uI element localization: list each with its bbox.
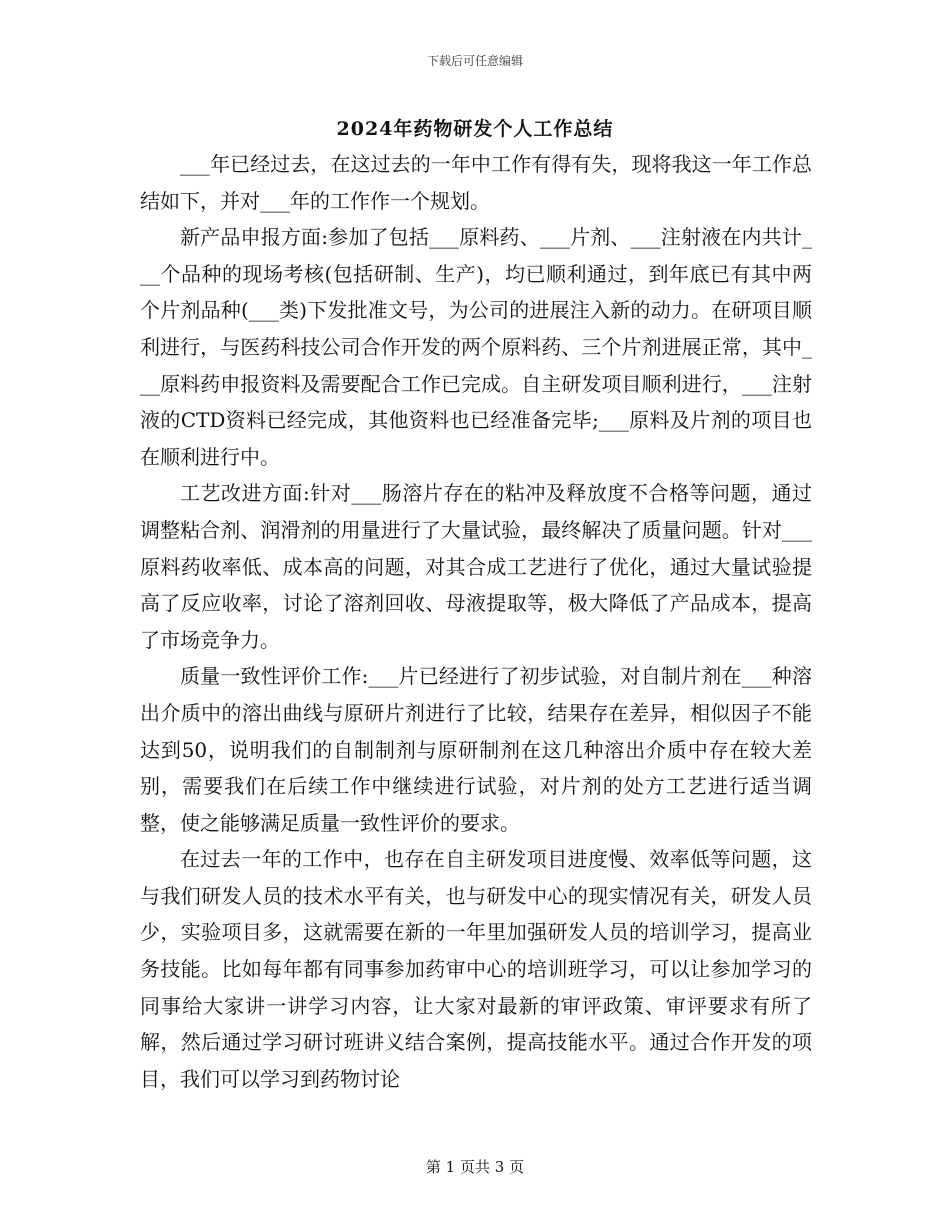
paragraph-process-improvement: 工艺改进方面:针对___肠溶片存在的粘冲及释放度不合格等问题，通过调整粘合剂、润滑剂的用量进行了大量试验，最终解决了质量问题。针对___原料药收率低、成本高的问题，对其合成工艺进行了优化，通过大量试验提高了反应收率，讨论了溶剂回收、母液提取等，极大降低了产品成本，提高了市场竞争力。 <box>140 481 812 652</box>
paragraph-new-product-filing: 新产品申报方面:参加了包括___原料药、___片剂、___注射液在内共计___个品种的现场考核(包括研制、生产)，均已顺利通过，到年底已有其中两个片剂品种(___类)下发批准文号，为公司的进展注入新的动力。在研项目顺利进行，与医药科技公司合作开发的两个原料药、三个片剂进展正常，其中___原料药申报资料及需要配合工作已完成。自主研发项目顺利进行，___注射液的CTD资料已经完成，其他资料也已经准备完毕;___原料及片剂的项目也在顺利进行中。 <box>140 225 812 469</box>
document-title: 2024年药物研发个人工作总结 <box>336 118 614 140</box>
header-note: 下载后可任意编辑 <box>426 54 523 68</box>
document-body <box>140 146 812 1097</box>
paragraph-intro: ___年已经过去，在这过去的一年中工作有得有失，现将我这一年工作总结如下，并对___年的工作作一个规划。 <box>140 152 812 213</box>
paragraph-shortcomings: 在过去一年的工作中，也存在自主研发项目进度慢、效率低等问题，这与我们研发人员的技术水平有关，也与研发中心的现实情况有关，研发人员少，实验项目多，这就需要在新的一年里加强研发人员的培训学习，提高业务技能。比如每年都有同事参加药审中心的培训班学习，可以让参加学习的同事给大家讲一讲学习内容，让大家对最新的审评政策、审评要求有所了解，然后通过学习研讨班讲义结合案例，提高技能水平。通过合作开发的项目，我们可以学习到药物讨论 <box>140 847 812 1091</box>
paragraph-quality-consistency: 质量一致性评价工作:___片已经进行了初步试验，对自制片剂在___种溶出介质中的溶出曲线与原研片剂进行了比较，结果存在差异，相似因子不能达到50，说明我们的自制制剂与原研制剂在这几种溶出介质中存在较大差别，需要我们在后续工作中继续进行试验，对片剂的处方工艺进行适当调整，使之能够满足质量一致性评价的要求。 <box>140 664 812 835</box>
page-footer: 第 1 页共 3 页 <box>425 1158 525 1176</box>
